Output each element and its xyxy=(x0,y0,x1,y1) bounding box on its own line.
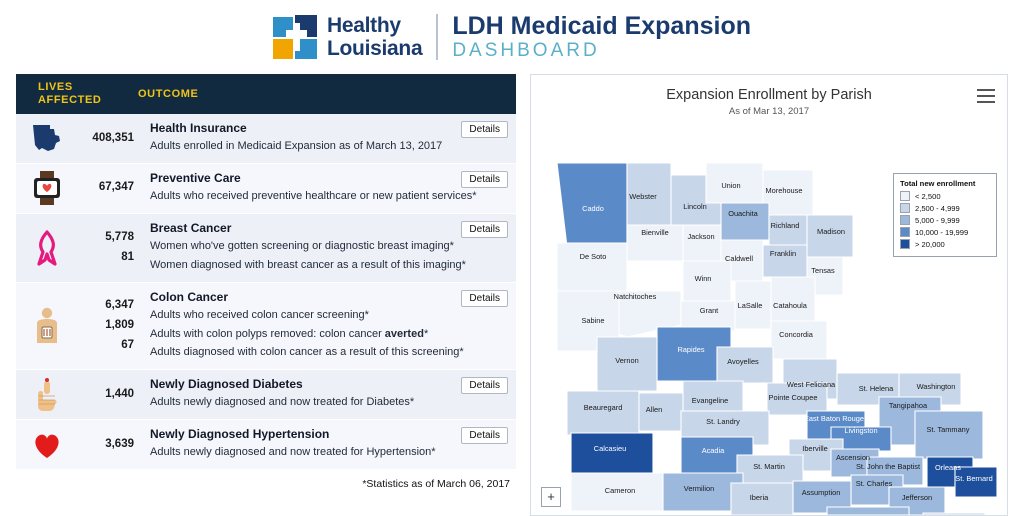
row-description: Adults enrolled in Medicaid Expansion as of March 13, 2017 xyxy=(150,140,443,152)
parish-label[interactable]: Morehouse xyxy=(765,186,803,195)
page-title xyxy=(452,13,751,61)
row-number: 67,347 xyxy=(98,181,134,194)
row-number: 1,440 xyxy=(105,387,134,400)
table-row xyxy=(16,214,516,283)
parish-label[interactable]: Assumption xyxy=(801,488,841,497)
row-title: Health Insurance xyxy=(150,121,247,135)
parish-label[interactable]: St. Helena xyxy=(858,384,894,393)
map-panel xyxy=(530,74,1008,516)
table-header-row xyxy=(16,74,516,114)
row-numbers xyxy=(78,214,140,282)
parish-label[interactable]: Bienville xyxy=(641,228,669,237)
parish-label[interactable]: St. John the Baptist xyxy=(855,462,921,471)
legend-swatch xyxy=(900,203,910,213)
parish-label[interactable]: Allen xyxy=(645,405,663,414)
logo-line-1: Healthy xyxy=(327,14,401,37)
legend-swatch xyxy=(900,227,910,237)
details-button[interactable]: Details xyxy=(461,427,508,444)
parish-label[interactable]: Beauregard xyxy=(583,403,623,412)
parish-label[interactable]: St. Bernard xyxy=(955,474,993,483)
parish-label[interactable]: Rapides xyxy=(677,345,705,354)
row-body xyxy=(140,164,516,213)
table-row xyxy=(16,283,516,371)
parish-label[interactable]: Vermilion xyxy=(683,484,715,493)
row-description: Adults newly diagnosed and now treated for Diabetes* xyxy=(150,396,415,409)
parish-label[interactable]: St. Tammany xyxy=(926,425,970,434)
parish-label[interactable]: Livingston xyxy=(844,426,878,435)
row-description: Adults newly diagnosed and now treated for Hypertension* xyxy=(150,446,436,459)
parish-label[interactable]: Jackson xyxy=(687,232,715,241)
row-description: Women who've gotten screening or diagnostic breast imaging* xyxy=(150,239,454,252)
red-heart-icon-svg xyxy=(31,430,63,460)
parish-label[interactable]: Vernon xyxy=(615,356,639,365)
row-number: 3,639 xyxy=(105,437,134,450)
row-number: 6,347 xyxy=(105,299,134,312)
row-body xyxy=(140,283,516,370)
pink-ribbon-icon xyxy=(16,214,78,282)
parish-label[interactable]: Madison xyxy=(817,227,845,236)
row-number: 81 xyxy=(121,250,134,263)
row-description: Adults diagnosed with colon cancer as a result of this screening* xyxy=(150,346,464,359)
row-description: Adults who received colon cancer screening* xyxy=(150,308,369,321)
parish-label[interactable]: St. Martin xyxy=(753,462,785,471)
row-numbers xyxy=(78,420,140,469)
row-title: Colon Cancer xyxy=(150,289,229,304)
outcomes-table xyxy=(16,74,516,491)
parish-label[interactable]: Jefferson xyxy=(901,493,933,502)
row-number: 1,809 xyxy=(105,319,134,332)
healthy-louisiana-logo-icon xyxy=(273,15,319,59)
healthy-louisiana-logo xyxy=(273,15,422,59)
row-description: Adults with colon polyps removed: colon cancer averted* xyxy=(150,327,429,340)
map-title: Expansion Enrollment by Parish xyxy=(666,87,872,103)
row-title: Preventive Care xyxy=(150,170,241,185)
details-button[interactable]: Details xyxy=(461,377,508,394)
row-numbers xyxy=(78,283,140,370)
legend-label: 5,000 - 9,999 xyxy=(915,215,960,225)
column-header-outcome: OUTCOME xyxy=(138,88,199,100)
row-number: 67 xyxy=(121,338,134,351)
row-number: 5,778 xyxy=(105,230,134,243)
details-button[interactable]: Details xyxy=(461,290,508,307)
parish-label[interactable]: Avoyelles xyxy=(727,357,759,366)
parish-label[interactable]: Caddo xyxy=(582,204,604,213)
details-button[interactable]: Details xyxy=(461,221,508,238)
row-numbers xyxy=(78,114,140,163)
row-title: Newly Diagnosed Diabetes xyxy=(150,377,303,392)
map-legend xyxy=(893,173,997,257)
parish-label[interactable]: LaSalle xyxy=(737,301,763,310)
zoom-in-button[interactable]: + xyxy=(541,487,561,507)
parish-label[interactable]: Sabine xyxy=(581,316,605,325)
parish-label[interactable]: Webster xyxy=(629,192,657,201)
row-body xyxy=(140,370,516,419)
row-numbers xyxy=(78,164,140,213)
details-button[interactable]: Details xyxy=(461,121,508,138)
title-main: LDH Medicaid Expansion xyxy=(452,11,751,40)
legend-swatch xyxy=(900,191,910,201)
row-description: Adults who received preventive healthcare or new patient services* xyxy=(150,189,477,202)
row-number: 408,351 xyxy=(92,131,134,144)
row-body xyxy=(140,214,516,282)
details-button[interactable]: Details xyxy=(461,171,508,188)
legend-title: Total new enrollment xyxy=(900,179,976,188)
parish-label[interactable]: Iberia xyxy=(749,493,769,502)
parish-label[interactable]: Ouachita xyxy=(728,209,758,218)
lives-line-2: AFFECTED xyxy=(38,94,102,106)
parish-label[interactable]: De Soto xyxy=(579,252,607,261)
legend-item[interactable] xyxy=(900,215,990,225)
legend-label: 10,000 - 19,999 xyxy=(915,227,969,237)
hamburger-menu-icon[interactable] xyxy=(977,89,995,107)
parish-label[interactable]: Franklin xyxy=(769,249,797,258)
legend-swatch xyxy=(900,215,910,225)
header-divider xyxy=(436,14,438,60)
torso-colon-icon xyxy=(16,283,78,370)
row-title: Newly Diagnosed Hypertension xyxy=(150,427,330,442)
legend-item[interactable] xyxy=(900,191,990,201)
parish-label[interactable]: Grant xyxy=(699,306,719,315)
table-row xyxy=(16,420,516,470)
parish-label[interactable]: Evangeline xyxy=(691,396,729,405)
parish-label[interactable]: Lincoln xyxy=(683,202,707,211)
legend-item[interactable] xyxy=(900,239,990,249)
heart-monitor-watch-icon-svg xyxy=(32,171,62,205)
pink-ribbon-icon-svg xyxy=(34,230,60,266)
legend-label: > 20,000 xyxy=(915,239,945,249)
parish-label[interactable]: Concordia xyxy=(779,330,813,339)
table-row xyxy=(16,370,516,420)
column-header-lives-affected xyxy=(16,81,128,106)
lives-line-1: LIVES xyxy=(38,81,73,94)
row-description: Women diagnosed with breast cancer as a result of this imaging* xyxy=(150,258,466,271)
row-body xyxy=(140,114,516,163)
parish-label[interactable]: Catahoula xyxy=(773,301,807,310)
logo-wordmark xyxy=(327,15,422,59)
parish-label[interactable]: Ascension xyxy=(835,453,871,462)
parish-label[interactable]: Caldwell xyxy=(725,254,753,263)
parish-label[interactable]: Tensas xyxy=(811,266,835,275)
table-row xyxy=(16,164,516,214)
finger-prick-hand-icon xyxy=(16,370,78,419)
parish-label[interactable]: Calcasieu xyxy=(593,444,627,453)
parish-label[interactable]: St. Landry xyxy=(706,417,740,426)
row-numbers xyxy=(78,370,140,419)
parish-label[interactable]: West Feliciana xyxy=(786,380,836,389)
title-subtitle: DASHBOARD xyxy=(452,40,600,62)
legend-item[interactable] xyxy=(900,203,990,213)
parish-label[interactable]: Richland xyxy=(770,221,800,230)
parish-label[interactable]: Union xyxy=(721,181,741,190)
parish-label[interactable]: Acadia xyxy=(701,446,725,455)
legend-label: 2,500 - 4,999 xyxy=(915,203,960,213)
parish-label[interactable]: Natchitoches xyxy=(613,292,657,301)
logo-line-2: Louisiana xyxy=(327,37,423,60)
parish-label[interactable]: Washington xyxy=(916,382,956,391)
legend-label: < 2,500 xyxy=(915,191,941,201)
parish-label[interactable]: St. Charles xyxy=(855,479,893,488)
map-subtitle: As of Mar 13, 2017 xyxy=(728,106,810,117)
louisiana-state-icon xyxy=(16,114,78,163)
legend-item[interactable] xyxy=(900,227,990,237)
parish-label[interactable]: Orleans xyxy=(935,463,961,472)
parish-label[interactable]: Tangipahoa xyxy=(888,401,928,410)
parish-label[interactable]: Iberville xyxy=(802,444,828,453)
row-title: Breast Cancer xyxy=(150,220,232,235)
legend-swatch xyxy=(900,239,910,249)
table-row xyxy=(16,114,516,164)
table-footnote: *Statistics as of March 06, 2017 xyxy=(362,478,510,491)
parish-label[interactable]: Pointe Coupee xyxy=(768,393,818,402)
heart-monitor-watch-icon xyxy=(16,164,78,213)
page-header xyxy=(0,8,1024,66)
louisiana-state-icon-svg xyxy=(30,121,64,155)
parish-label[interactable]: Winn xyxy=(694,274,712,283)
legend-items xyxy=(900,191,990,249)
torso-colon-icon-svg xyxy=(32,307,62,345)
red-heart-icon xyxy=(16,420,78,469)
row-body xyxy=(140,420,516,469)
finger-prick-hand-icon-svg xyxy=(34,378,60,412)
parish-label[interactable]: Cameron xyxy=(604,486,636,495)
parish-label[interactable]: East Baton Rouge xyxy=(804,414,864,423)
